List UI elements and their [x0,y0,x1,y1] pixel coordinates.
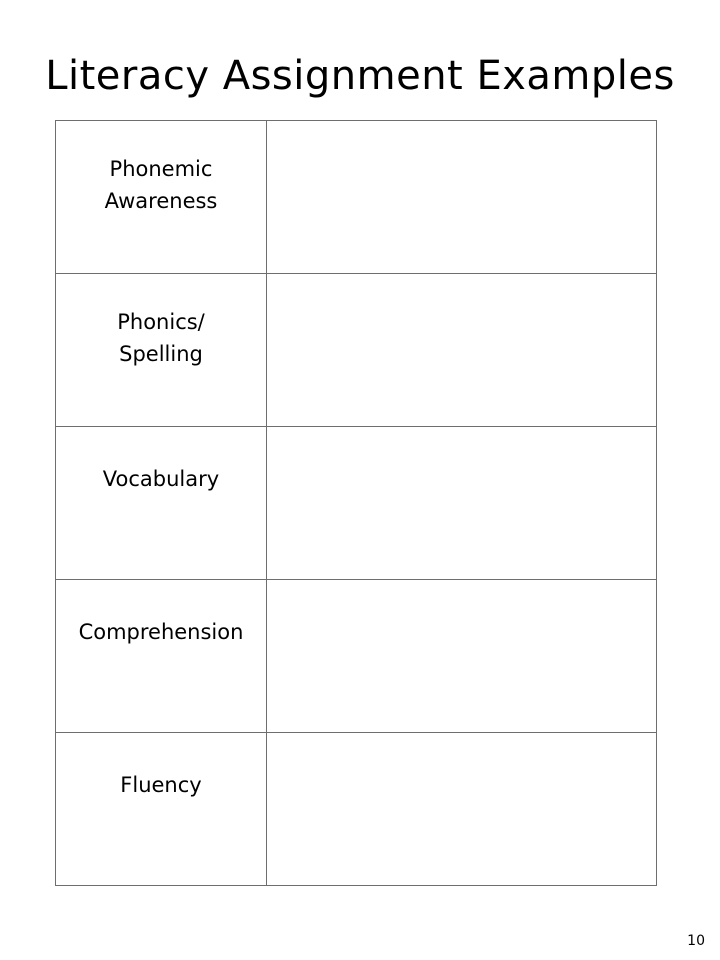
answer-cell [267,274,657,427]
table-row [56,580,657,733]
row-label-cell [56,580,267,733]
answer-cell [267,580,657,733]
answer-cell [267,427,657,580]
row-label-cell [56,121,267,274]
row-label-cell [56,274,267,427]
page-title: Literacy Assignment Examples [45,53,675,99]
row-label: Fluency [120,773,202,797]
answer-cell [267,733,657,886]
row-label: Vocabulary [102,467,220,491]
row-label-cell [56,733,267,886]
answer-cell [267,121,657,274]
table-row [56,427,657,580]
row-label: Comprehension [78,620,244,644]
table-row [56,274,657,427]
table-row [56,121,657,274]
literacy-assignment-table [55,120,657,886]
row-label: Phonics/ Spelling [117,310,205,366]
row-label-cell [56,427,267,580]
page-number: 10 [687,933,705,949]
table-row [56,733,657,886]
row-label: Phonemic Awareness [104,157,218,213]
